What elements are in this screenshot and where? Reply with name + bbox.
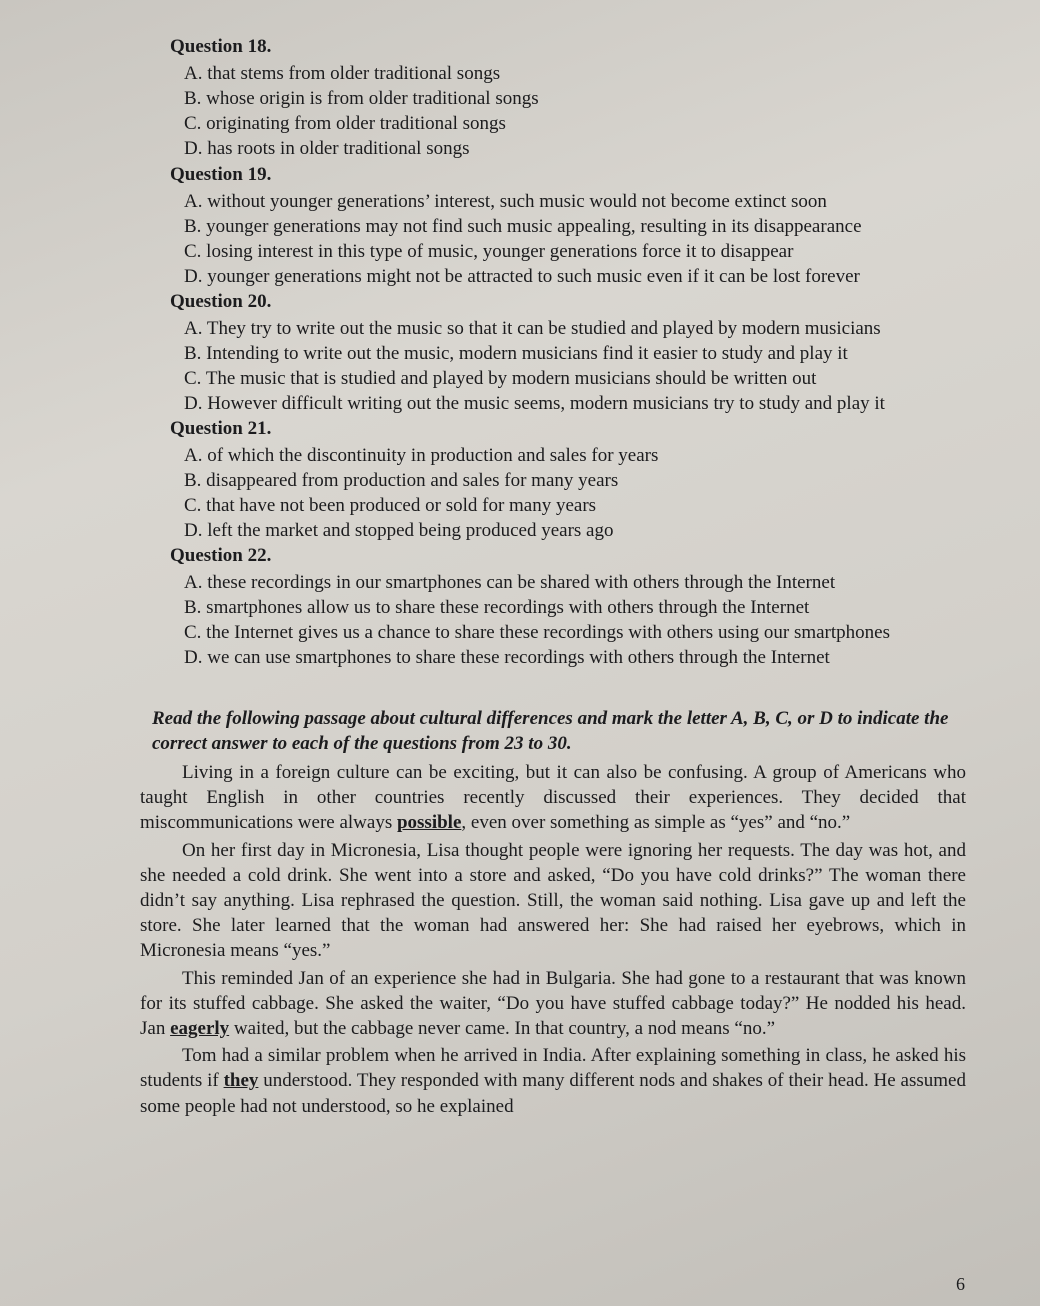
question-19 [170, 164, 990, 289]
passage-text: Tom had a similar problem when he arrived in India. After explaining something in class, he asked his students if [140, 1045, 966, 1092]
question-title: Question 20. [170, 291, 272, 312]
passage-text: , even over something as simple as “yes” and “no.” [461, 812, 851, 834]
option-d: D. However difficult writing out the music seems, modern musicians try to study and play it [184, 393, 885, 414]
option-d: D. younger generations might not be attracted to such music even if it can be lost forever [184, 266, 860, 287]
option-a: A. of which the discontinuity in production and sales for years [184, 445, 659, 466]
underlined-word-eagerly: eagerly [170, 1018, 230, 1040]
option-b: B. smartphones allow us to share these recordings with others through the Internet [184, 597, 810, 618]
option-b: B. Intending to write out the music, modern musicians find it easier to study and play it [184, 343, 848, 364]
option-d: D. has roots in older traditional songs [184, 138, 470, 159]
question-title: Question 22. [170, 545, 272, 566]
question-22 [170, 545, 990, 670]
passage-text: waited, but the cabbage never came. In that country, a nod means “no.” [229, 1018, 776, 1040]
option-d: D. left the market and stopped being produced years ago [184, 520, 614, 541]
option-c: C. The music that is studied and played by modern musicians should be written out [184, 368, 817, 389]
passage-paragraph-3 [140, 966, 966, 1042]
reading-instruction: Read the following passage about cultural differences and mark the letter A, B, C, or D to indicate the correct answer to each of the questions from 23 to 30. [152, 708, 949, 754]
option-d: D. we can use smartphones to share these recordings with others through the Internet [184, 647, 830, 668]
option-b: B. disappeared from production and sales for many years [184, 470, 619, 491]
option-b: B. younger generations may not find such music appealing, resulting in its disappearance [184, 216, 862, 237]
option-c: C. originating from older traditional songs [184, 113, 506, 134]
page-number: 6 [956, 1274, 965, 1294]
option-a: A. without younger generations’ interest, such music would not become extinct soon [184, 191, 827, 212]
option-a: A. these recordings in our smartphones can be shared with others through the Internet [184, 572, 836, 593]
passage-text: Living in a foreign culture can be exciting, but it can also be confusing. A group of Americans who taught English in other countries recently discussed their experiences. They decided that miscommunications were always [140, 762, 966, 834]
option-b: B. whose origin is from older traditional songs [184, 88, 539, 109]
question-18 [170, 36, 990, 161]
question-21 [170, 418, 990, 543]
option-a: A. that stems from older traditional songs [184, 63, 501, 84]
question-title: Question 18. [170, 36, 272, 57]
underlined-word-possible: possible [396, 812, 462, 834]
passage-text: This reminded Jan of an experience she had in Bulgaria. She had gone to a restaurant that was known for its stuffed cabbage. She asked the waiter, “Do you have stuffed cabbage today?” He nodded his head. Jan [140, 967, 966, 1040]
option-c: C. the Internet gives us a chance to share these recordings with others using our smartphones [184, 622, 890, 643]
question-title: Question 21. [170, 418, 272, 439]
underlined-word-they: they [223, 1070, 259, 1092]
option-c: C. that have not been produced or sold for many years [184, 495, 597, 516]
question-title: Question 19. [170, 164, 272, 185]
passage-text: understood. They responded with many different nods and shakes of their head. He assumed some people had not understood, so he explained [140, 1070, 966, 1117]
question-20 [170, 291, 990, 416]
option-a: A. They try to write out the music so that it can be studied and played by modern musicians [184, 318, 881, 339]
option-c: C. losing interest in this type of music, younger generations force it to disappear [184, 241, 794, 262]
passage-paragraph-1 [140, 760, 966, 836]
passage-paragraph-4 [140, 1043, 966, 1119]
reading-passage [140, 760, 966, 1121]
passage-paragraph-2: On her first day in Micronesia, Lisa thought people were ignoring her requests. The day was hot, and she needed a cold drink. She went into a store and asked, “Do you have cold drinks?” The woman there didn’t say anything. Lisa rephrased the question. Still, the woman said nothing. Lisa gave up and left the store. She later learned that the woman had answered her: She had raised her eyebrows, which in Micronesia means “yes.” [140, 839, 966, 962]
